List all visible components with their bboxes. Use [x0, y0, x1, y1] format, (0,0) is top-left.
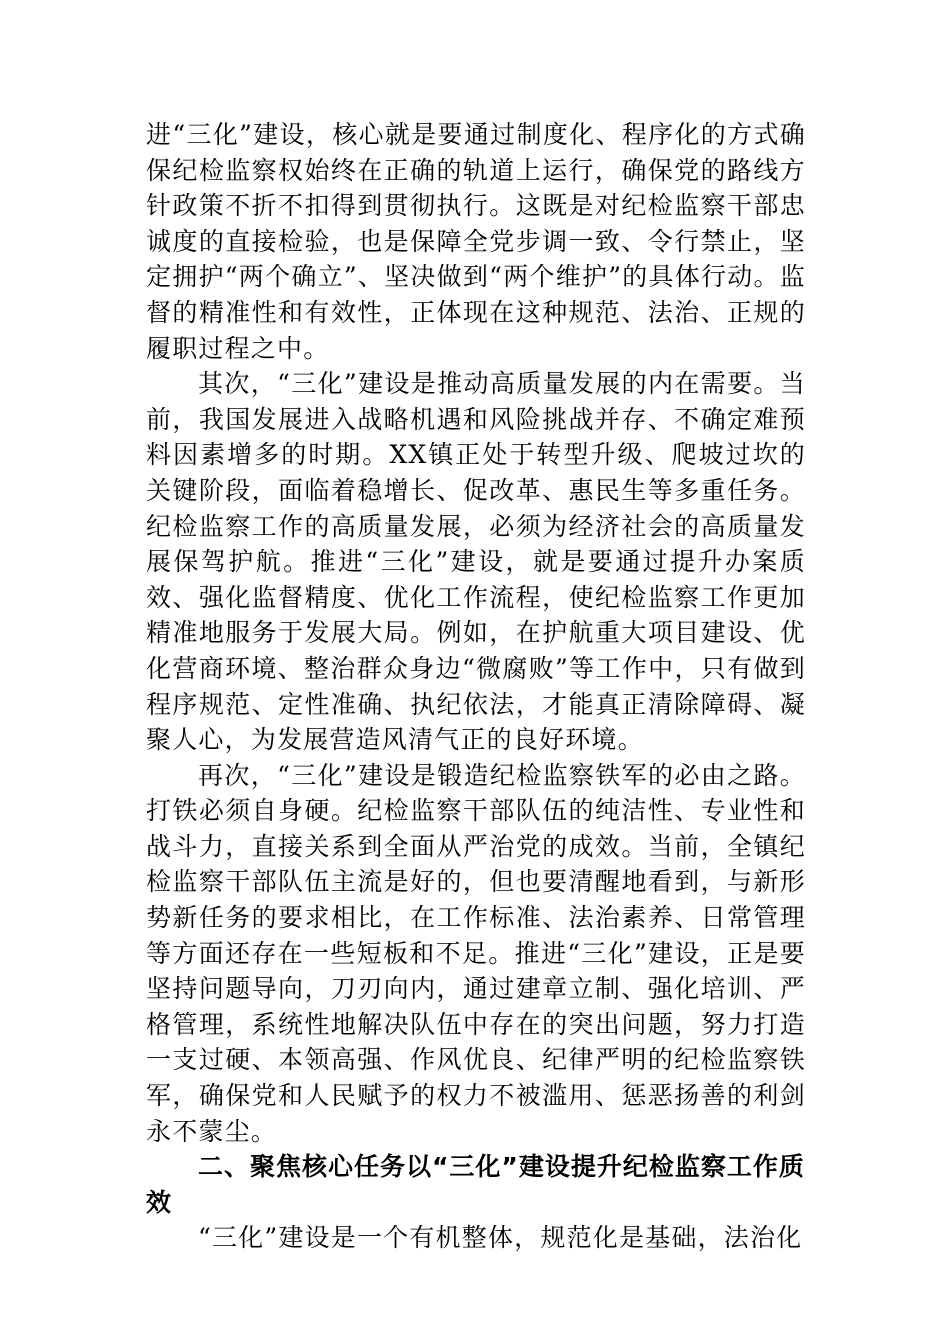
document-body	[146, 117, 806, 1256]
paragraph-3: 再次，“三化”建设是锻造纪检监察铁军的必由之路。打铁必须自身硬。纪检监察干部队伍的纯洁性、专业性和战斗力，直接关系到全面从严治党的成效。当前，全镇纪检监察干部队伍主流是好的，但也要清醒地看到，与新形势新任务的要求相比，在工作标准、法治素养、日常管理等方面还存在一些短板和不足。推进“三化”建设，正是要坚持问题导向，刀刃向内，通过建章立制、强化培训、严格管理，系统性地解决队伍中存在的突出问题，努力打造一支过硬、本领高强、作风优良、纪律严明的纪检监察铁军，确保党和人民赋予的权力不被滥用、惩恶扬善的利剑永不蒙尘。	[146, 760, 806, 1146]
paragraph-2: 其次，“三化”建设是推动高质量发展的内在需要。当前，我国发展进入战略机遇和风险挑战并存、不确定难预料因素增多的时期。XX镇正处于转型升级、爬坡过坎的关键阶段，面临着稳增长、促改革、惠民生等多重任务。纪检监察工作的高质量发展，必须为经济社会的高质量发展保驾护航。推进“三化”建设，就是要通过提升办案质效、强化监督精度、优化工作流程，使纪检监察工作更加精准地服务于发展大局。例如，在护航重大项目建设、优化营商环境、整治群众身边“微腐败”等工作中，只有做到程序规范、定性准确、执纪依法，才能真正清除障碍、凝聚人心，为发展营造风清气正的良好环境。	[146, 369, 806, 755]
paragraph-4: “三化”建设是一个有机整体，规范化是基础，法治化	[198, 1223, 803, 1253]
section-heading: 二、聚焦核心任务以“三化”建设提升纪检监察工作质效	[146, 1152, 805, 1217]
paragraph-1: 进“三化”建设，核心就是要通过制度化、程序化的方式确保纪检监察权始终在正确的轨道上运行，确保党的路线方针政策不折不扣得到贯彻执行。这既是对纪检监察干部忠诚度的直接检验，也是保障全党步调一致、令行禁止，坚定拥护“两个确立”、坚决做到“两个维护”的具体行动。监督的精准性和有效性，正体现在这种规范、法治、正规的履职过程之中。	[146, 120, 806, 363]
